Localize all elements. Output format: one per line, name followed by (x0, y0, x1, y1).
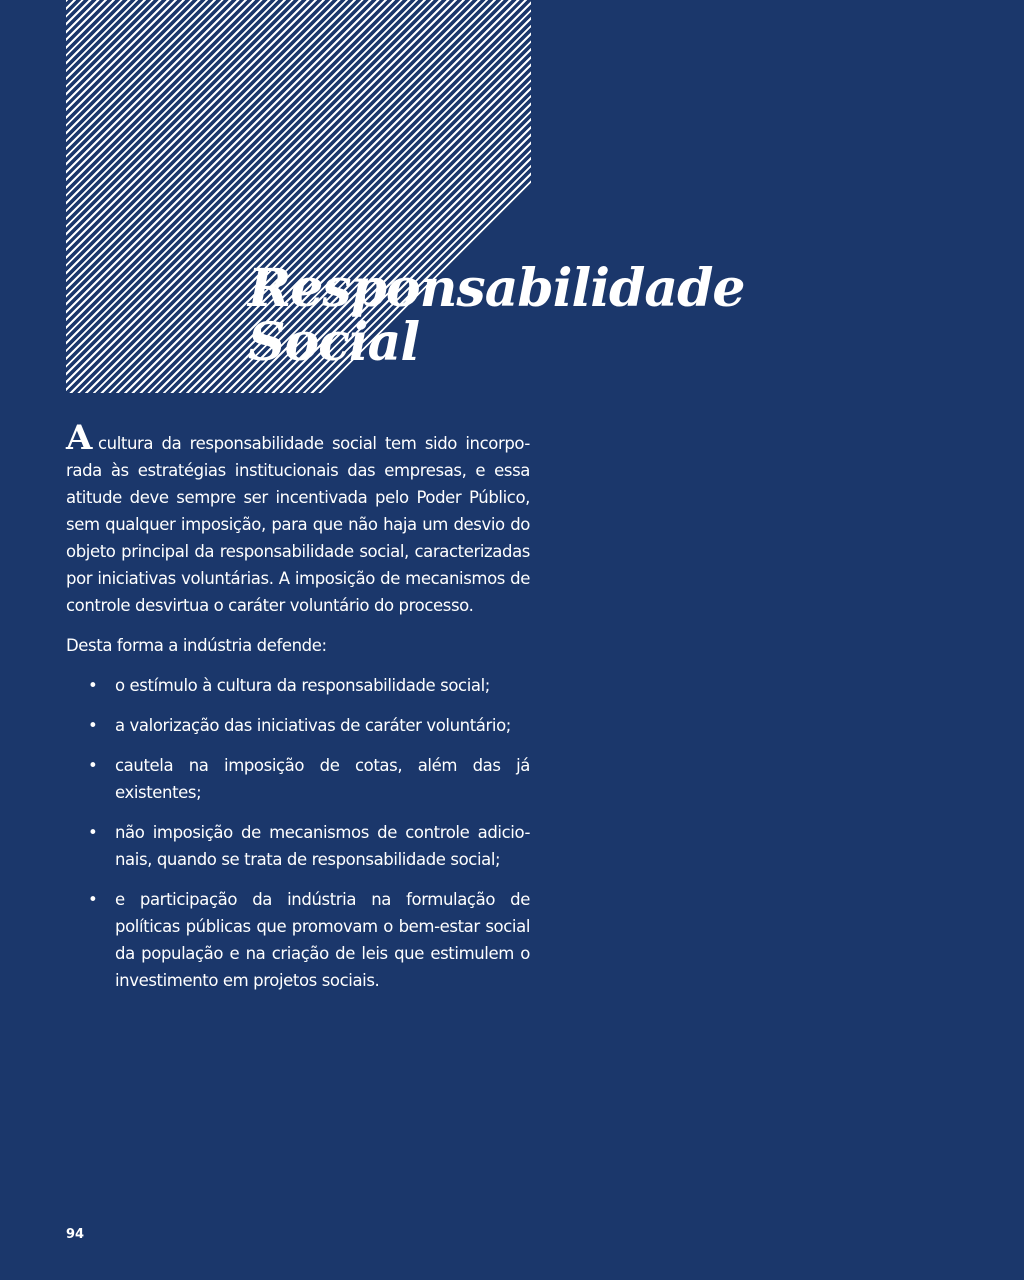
page-number: 94 (66, 1227, 85, 1242)
drop-cap: A (66, 418, 92, 458)
bullet-icon: • (88, 823, 98, 842)
lead-sentence: Desta forma a indústria defende: (66, 636, 327, 655)
page-title (248, 258, 745, 373)
title-line-2: Social (248, 312, 420, 373)
bullet-icon: • (88, 716, 98, 735)
bullet-icon: • (88, 756, 98, 775)
list-item (66, 886, 530, 994)
list-item-text: o estímulo à cultura da responsabilidade social; (115, 676, 490, 695)
intro-paragraph (66, 418, 530, 619)
list-item (66, 672, 530, 699)
list-item (66, 752, 530, 806)
list-item (66, 819, 530, 873)
list-item-text: e participação da indústria na formulação de políticas públicas que promovam o bem-estar social da população e na criação de leis que estimulem o investimento em projetos sociais. (115, 890, 530, 990)
intro-text: cultura da responsabilidade social tem sido incorpo-rada às estratégias institucionais das empresas, e essa atitude deve sempre ser incentivada pelo Poder Público, sem qualquer imposição, para que não haja um desvio do objeto principal da responsabilidade social, caracterizadas por iniciativas voluntárias. A imposição de mecanismos de controle desvirtua o caráter voluntário do processo. (66, 434, 530, 615)
bullet-list (66, 672, 530, 994)
bullet-icon: • (88, 890, 98, 909)
body-text (66, 418, 530, 1007)
list-item-text: a valorização das iniciativas de caráter voluntário; (115, 716, 511, 735)
list-item-text: não imposição de mecanismos de controle adicio-nais, quando se trata de responsabilidade social; (115, 823, 530, 869)
title-line-1: Responsabilidade (248, 258, 745, 319)
list-item (66, 712, 530, 739)
bullet-icon: • (88, 676, 98, 695)
list-item-text: cautela na imposição de cotas, além das já existentes; (115, 756, 530, 802)
